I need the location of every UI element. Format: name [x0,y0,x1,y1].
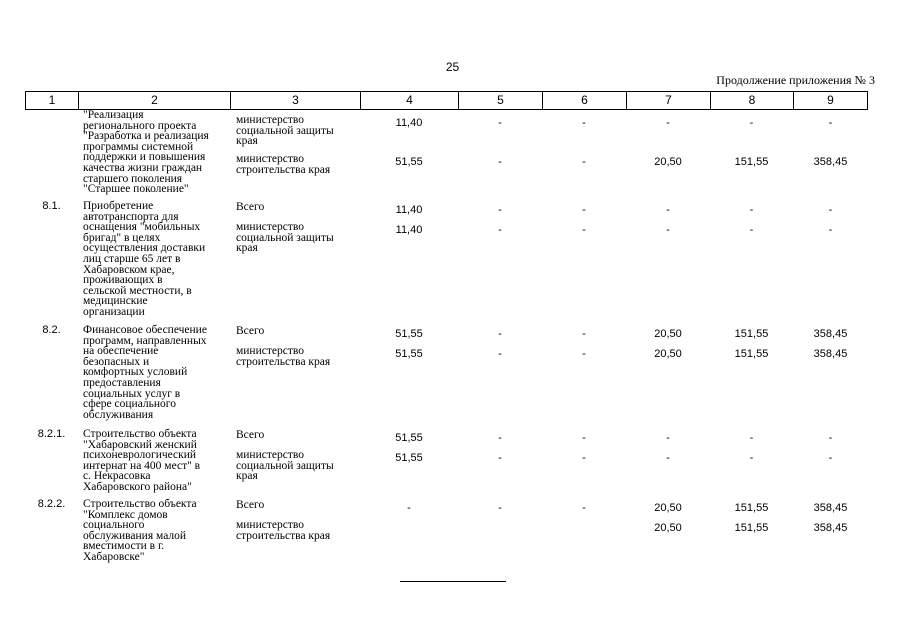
item-name-line: поддержки и повышения [83,151,206,164]
item-name-line: социального [83,519,145,532]
item-name-line: бригад" в целях [83,231,161,244]
value-cell: - [582,328,586,340]
item-name-line: программ, направленных [83,334,207,347]
item-name [83,429,200,493]
item-name-line: качества жизни граждан [83,161,203,174]
value-cell: - [498,156,502,168]
value-cell: - [666,432,670,444]
value-cell: - [582,224,586,236]
item-name-line: предоставления [83,376,161,389]
item-name-line: медицинские [83,295,148,308]
value-cell: 151,55 [734,502,769,514]
item-name-line: регионального проекта [83,119,197,132]
item-name-line: "Разработка и реализация [83,130,209,143]
value-cell: - [498,204,502,216]
value-cell: 51,55 [395,432,423,444]
item-name-line: лиц старше 65 лет в [83,252,181,265]
item-name-line: Строительство объекта [83,428,197,440]
value-cell: 20,50 [654,348,682,360]
item-name-line: Строительство объекта [83,498,197,510]
value-cell: - [407,502,411,514]
value-cell: 151,55 [734,522,769,534]
value-cell: 358,45 [813,156,848,168]
item-name-line: Хабаровском крае, [83,263,175,276]
value-cell: - [582,204,586,216]
column-header: 5 [458,92,542,109]
item-name-line: организации [83,305,145,318]
funding-source-line: министерство [236,449,304,461]
item-name-line: оснащения "мобильных [83,221,201,234]
funding-source [236,202,264,213]
item-name-line: сельской местности, в [83,284,192,297]
funding-source [236,346,330,367]
funding-source [236,326,264,337]
funding-source [236,430,264,441]
row-number: 8.2. [42,324,61,336]
column-header: 1 [25,92,78,109]
value-cell: - [582,432,586,444]
value-cell: - [749,117,754,129]
value-cell: - [828,224,833,236]
value-cell: 20,50 [654,328,682,340]
item-name-line: интернат на 400 мест" в [83,459,201,472]
funding-source-line: социальной защиты [236,231,334,244]
value-cell: - [498,224,502,236]
value-cell: 11,40 [395,204,423,216]
item-name-line: автотранспорта для [83,210,179,223]
funding-source-line: Всего [236,325,265,337]
item-name-line: старшего поколения [83,172,183,185]
value-cell: 151,55 [734,156,769,168]
item-name-line: социальных услуг в [83,387,181,400]
item-name-line: "Реализация [83,109,144,121]
value-cell: - [582,502,586,514]
value-cell: - [666,204,670,216]
row-number: 8.1. [42,200,61,212]
item-name-line: сфере социального [83,398,176,411]
value-cell: - [498,328,502,340]
funding-source [236,500,264,511]
column-header: 8 [710,92,793,109]
funding-source-line: края [236,135,258,148]
funding-source-line: министерство [236,114,304,126]
item-name-line: обслуживания малой [83,529,187,542]
item-name-line: на обеспечение [83,345,159,358]
value-cell: - [749,224,754,236]
funding-source-line: строительства края [236,529,331,542]
table-header [25,91,868,110]
value-cell: - [582,156,586,168]
value-cell: - [498,117,502,129]
row-number: 8.2.1. [37,428,66,440]
value-cell: - [666,452,670,464]
value-cell: - [498,348,502,360]
value-cell: - [749,432,754,444]
column-header: 2 [78,92,230,109]
item-name-line: проживающих в [83,274,163,287]
funding-source [236,450,334,482]
funding-source-line: строительства края [236,163,331,176]
funding-source-line: министерство [236,221,304,233]
value-cell: - [828,432,833,444]
funding-source-line: Всего [236,429,265,441]
continuation-label: Продолжение приложения № 3 [716,73,875,87]
value-cell: - [582,452,586,464]
item-name-line: вместимости в г. [83,540,165,553]
funding-source-line: социальной защиты [236,124,334,137]
value-cell: - [498,432,502,444]
funding-source-line: Всего [236,201,265,213]
value-cell: 358,45 [813,328,848,340]
value-cell: - [666,117,670,129]
value-cell: - [582,117,586,129]
funding-source-line: министерство [236,153,304,165]
footer-divider [400,581,506,582]
item-name-line: "Старшее поколение" [83,183,189,196]
value-cell: 151,55 [734,348,769,360]
column-header: 9 [793,92,868,109]
value-cell: 20,50 [654,156,682,168]
value-cell: 51,55 [395,328,423,340]
funding-source-line: министерство [236,345,304,357]
item-name-line: комфортных условий [83,366,188,379]
item-name-line: "Комплекс домов [83,508,168,521]
value-cell: 11,40 [395,224,423,236]
row-number: 8.2.2. [37,498,66,510]
value-cell: 20,50 [654,502,682,514]
value-cell: - [582,348,586,360]
item-name-line: психоневрологический [83,449,197,462]
funding-source-line: края [236,470,258,483]
value-cell: - [749,452,754,464]
value-cell: - [498,452,502,464]
column-header: 3 [230,92,360,109]
item-name [83,201,205,318]
item-name-line: Финансовое обеспечение [83,324,207,336]
item-name-line: программы системной [83,140,194,153]
item-name-line: осуществления доставки [83,242,206,255]
value-cell: 20,50 [654,522,682,534]
value-cell: 51,55 [395,348,423,360]
value-cell: 358,45 [813,502,848,514]
value-cell: - [828,204,833,216]
item-name-line: обслуживания [83,408,154,421]
funding-source-line: министерство [236,519,304,531]
value-cell: - [666,224,670,236]
value-cell: 358,45 [813,522,848,534]
item-name-line: с. Некрасовка [83,470,151,483]
funding-source [236,520,330,541]
item-name [83,499,197,563]
value-cell: 11,40 [395,117,423,129]
value-cell: - [828,117,833,129]
funding-source [236,115,334,147]
column-header: 6 [542,92,626,109]
value-cell: - [828,452,833,464]
page-number: 25 [445,60,460,74]
funding-source [236,154,330,175]
funding-source-line: социальной защиты [236,459,334,472]
item-name [83,110,209,195]
value-cell: 51,55 [395,452,423,464]
funding-source [236,222,334,254]
item-name-line: безопасных и [83,355,150,368]
item-name-line: Приобретение [83,200,154,212]
value-cell: 51,55 [395,156,423,168]
value-cell: 358,45 [813,348,848,360]
value-cell: - [498,502,502,514]
item-name [83,325,207,420]
item-name-line: Хабаровске" [83,550,145,563]
item-name-line: Хабаровского района" [83,480,192,493]
column-header: 4 [360,92,458,109]
column-header: 7 [626,92,710,109]
value-cell: 151,55 [734,328,769,340]
funding-source-line: края [236,242,258,255]
funding-source-line: Всего [236,499,265,511]
funding-source-line: строительства края [236,355,331,368]
value-cell: - [749,204,754,216]
item-name-line: "Хабаровский женский [83,438,197,451]
